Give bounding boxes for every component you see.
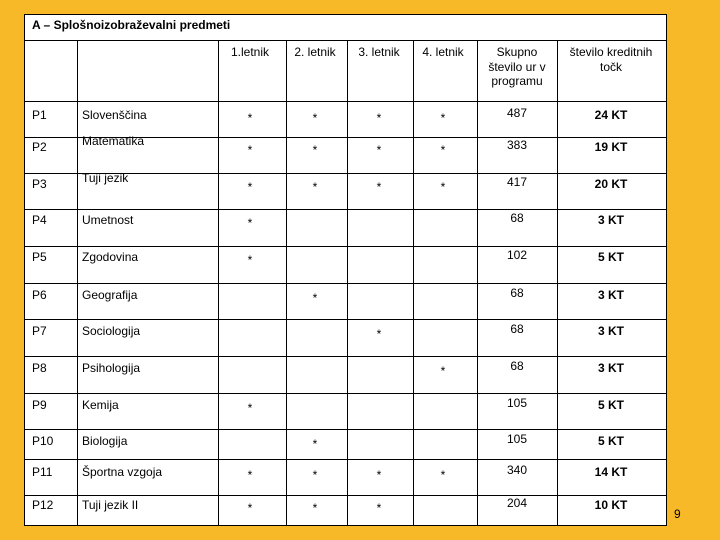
row-hours: 487: [506, 106, 528, 120]
row-divider: [24, 319, 667, 320]
header-separator: [24, 101, 667, 102]
table-border-right: [666, 14, 667, 526]
row-subject: Tuji jezik II: [82, 498, 139, 512]
row-credits: 3 KT: [597, 361, 625, 375]
table-title: A – Splošnoizobraževalni predmeti: [32, 18, 231, 32]
header-year-2: 2. letnik: [294, 45, 336, 59]
row-divider: [24, 283, 667, 284]
row-subject: Tuji jezik: [82, 171, 129, 185]
header-hours-line-1: Skupno: [496, 45, 538, 59]
row-credits: 10 KT: [594, 498, 628, 512]
row-hours: 204: [506, 496, 528, 510]
year-mark: *: [247, 111, 253, 125]
table-border-left: [24, 14, 25, 526]
year-mark: *: [440, 180, 446, 194]
year-mark: *: [312, 468, 318, 482]
year-mark: *: [247, 143, 253, 157]
row-credits: 19 KT: [594, 140, 628, 154]
year-mark: *: [376, 327, 382, 341]
row-code: P10: [32, 434, 54, 448]
row-subject: Kemija: [82, 398, 119, 412]
year-mark: *: [440, 143, 446, 157]
page-number: 9: [674, 507, 681, 521]
year-mark: *: [312, 180, 318, 194]
row-code: P12: [32, 498, 54, 512]
row-credits: 5 KT: [597, 398, 625, 412]
row-code: P1: [32, 108, 47, 122]
year-mark: *: [376, 111, 382, 125]
row-hours: 105: [506, 432, 528, 446]
year-mark: *: [376, 501, 382, 515]
row-credits: 3 KT: [597, 213, 625, 227]
row-hours: 417: [506, 175, 528, 189]
row-credits: 3 KT: [597, 324, 625, 338]
row-credits: 24 KT: [594, 108, 628, 122]
row-subject: Športna vzgoja: [82, 465, 163, 479]
row-credits: 3 KT: [597, 288, 625, 302]
year-mark: *: [440, 364, 446, 378]
table-border-bottom: [24, 525, 667, 526]
row-code: P9: [32, 398, 47, 412]
year-mark: *: [247, 468, 253, 482]
row-code: P4: [32, 213, 47, 227]
row-code: P11: [32, 465, 53, 479]
row-subject: Zgodovina: [82, 250, 139, 264]
row-hours: 340: [506, 463, 528, 477]
document-sheet: [24, 14, 666, 525]
row-subject: Geografija: [82, 288, 138, 302]
header-year-4: 4. letnik: [422, 45, 464, 59]
year-mark: *: [247, 501, 253, 515]
row-code: P3: [32, 177, 47, 191]
row-hours: 105: [506, 396, 528, 410]
title-separator: [24, 40, 667, 41]
row-divider: [24, 209, 667, 210]
row-divider: [24, 356, 667, 357]
row-hours: 68: [510, 359, 524, 373]
header-hours-line-2: število ur v: [488, 60, 546, 74]
row-hours: 68: [510, 286, 524, 300]
row-subject: Biologija: [82, 434, 128, 448]
year-mark: *: [376, 143, 382, 157]
row-credits: 14 KT: [594, 465, 628, 479]
row-code: P8: [32, 361, 47, 375]
row-divider: [24, 459, 667, 460]
table-border-top: [24, 14, 667, 15]
year-mark: *: [376, 468, 382, 482]
year-mark: *: [247, 216, 253, 230]
header-hours-line-3: programu: [491, 74, 543, 88]
row-subject: Matematika: [82, 134, 145, 148]
row-credits: 5 KT: [597, 434, 625, 448]
row-subject: Psihologija: [82, 361, 141, 375]
row-divider: [24, 429, 667, 430]
row-subject: Umetnost: [82, 213, 134, 227]
row-code: P5: [32, 250, 47, 264]
year-mark: *: [247, 401, 253, 415]
row-credits: 20 KT: [594, 177, 628, 191]
row-hours: 68: [510, 322, 524, 336]
row-subject: Slovenščina: [82, 108, 147, 122]
row-subject: Sociologija: [82, 324, 141, 338]
row-divider: [24, 495, 667, 496]
row-hours: 68: [510, 211, 524, 225]
header-year-1: 1.letnik: [230, 45, 270, 59]
row-divider: [24, 393, 667, 394]
year-mark: *: [312, 437, 318, 451]
row-hours: 102: [506, 248, 528, 262]
header-credits-line-1: število kreditnih: [569, 45, 653, 59]
year-mark: *: [312, 143, 318, 157]
row-code: P6: [32, 288, 47, 302]
header-credits-line-2: točk: [599, 60, 623, 74]
row-code: P7: [32, 324, 47, 338]
row-divider: [24, 246, 667, 247]
year-mark: *: [440, 111, 446, 125]
year-mark: *: [312, 111, 318, 125]
year-mark: *: [312, 291, 318, 305]
year-mark: *: [440, 468, 446, 482]
year-mark: *: [312, 501, 318, 515]
row-code: P2: [32, 140, 47, 154]
year-mark: *: [376, 180, 382, 194]
year-mark: *: [247, 180, 253, 194]
header-year-3: 3. letnik: [358, 45, 400, 59]
row-hours: 383: [506, 138, 528, 152]
row-credits: 5 KT: [597, 250, 625, 264]
year-mark: *: [247, 253, 253, 267]
